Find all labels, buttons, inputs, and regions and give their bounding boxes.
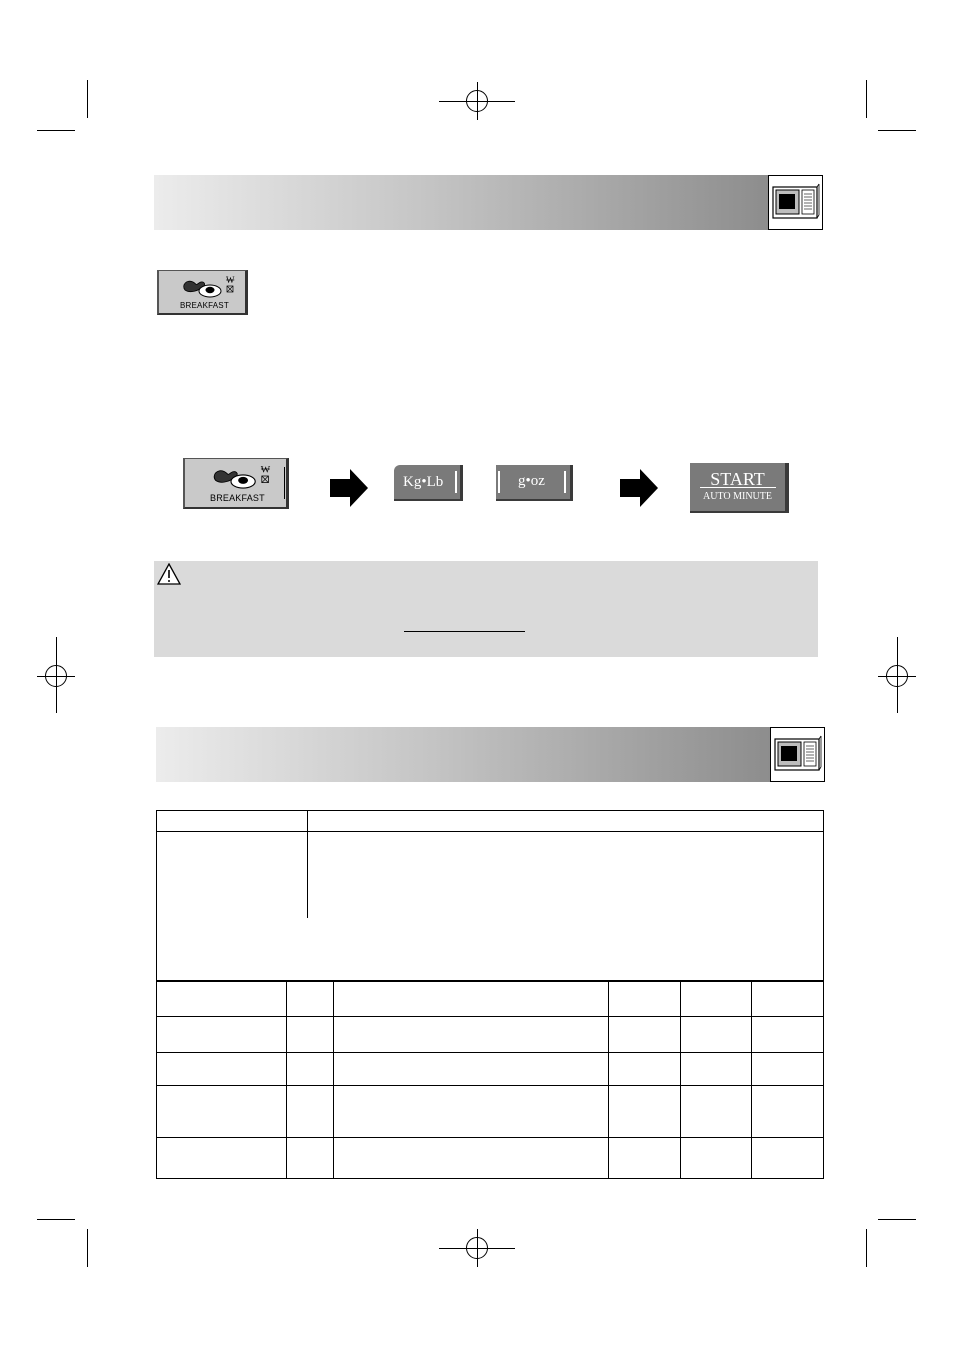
table-row-divider (156, 831, 824, 832)
microwave-icon (768, 175, 823, 230)
crop-mark (878, 1219, 916, 1220)
arrow-right-icon (620, 469, 660, 507)
svg-text:₩: ₩ (226, 275, 235, 285)
auto-minute-label: AUTO MINUTE (703, 491, 772, 502)
warning-underline (404, 631, 525, 632)
g-oz-button[interactable] (496, 465, 573, 501)
kg-lb-label: Kg•Lb (403, 474, 444, 490)
table-col-divider (751, 981, 752, 1179)
breakfast-button-label: BREAKFAST (180, 301, 229, 310)
warning-box (154, 561, 818, 657)
crop-mark (878, 130, 916, 131)
crop-mark (866, 1229, 867, 1267)
table-row-divider (156, 1016, 824, 1017)
breakfast-button-label: BREAKFAST (210, 493, 265, 503)
g-oz-label: g•oz (518, 473, 545, 489)
svg-text:₩: ₩ (260, 464, 271, 476)
table-col-divider (333, 981, 334, 1179)
button-divider (700, 487, 776, 488)
crop-mark (866, 80, 867, 118)
crop-mark (37, 130, 75, 131)
table-col-divider (680, 981, 681, 1179)
microwave-icon (770, 727, 825, 782)
button-divider (284, 467, 285, 499)
crop-mark (87, 1229, 88, 1267)
start-button[interactable] (690, 463, 789, 513)
kg-lb-button[interactable] (394, 465, 463, 501)
breakfast-icon (209, 461, 275, 491)
breakfast-button[interactable] (183, 458, 289, 509)
table-row-divider (156, 980, 824, 982)
crop-mark (87, 80, 88, 118)
registration-mark-icon (886, 665, 908, 687)
start-label: START (710, 469, 765, 489)
crop-mark (37, 1219, 75, 1220)
table-row-divider (156, 1137, 824, 1138)
warning-triangle-icon (157, 563, 181, 585)
table-col-divider (307, 810, 308, 918)
table-row-divider (156, 1052, 824, 1053)
breakfast-button[interactable] (157, 270, 248, 315)
registration-mark-icon (466, 90, 488, 112)
button-divider (455, 471, 457, 493)
table-col-divider (608, 981, 609, 1179)
table-col-divider (286, 981, 287, 1179)
table-row-divider (156, 1085, 824, 1086)
section-header-band (154, 175, 768, 230)
registration-mark-icon (45, 665, 67, 687)
breakfast-icon (179, 273, 239, 299)
breakfast-table (156, 810, 824, 1179)
button-divider (564, 471, 566, 493)
section-header-band (156, 727, 770, 782)
arrow-right-icon (330, 469, 370, 507)
button-divider (498, 471, 500, 493)
registration-mark-icon (466, 1237, 488, 1259)
